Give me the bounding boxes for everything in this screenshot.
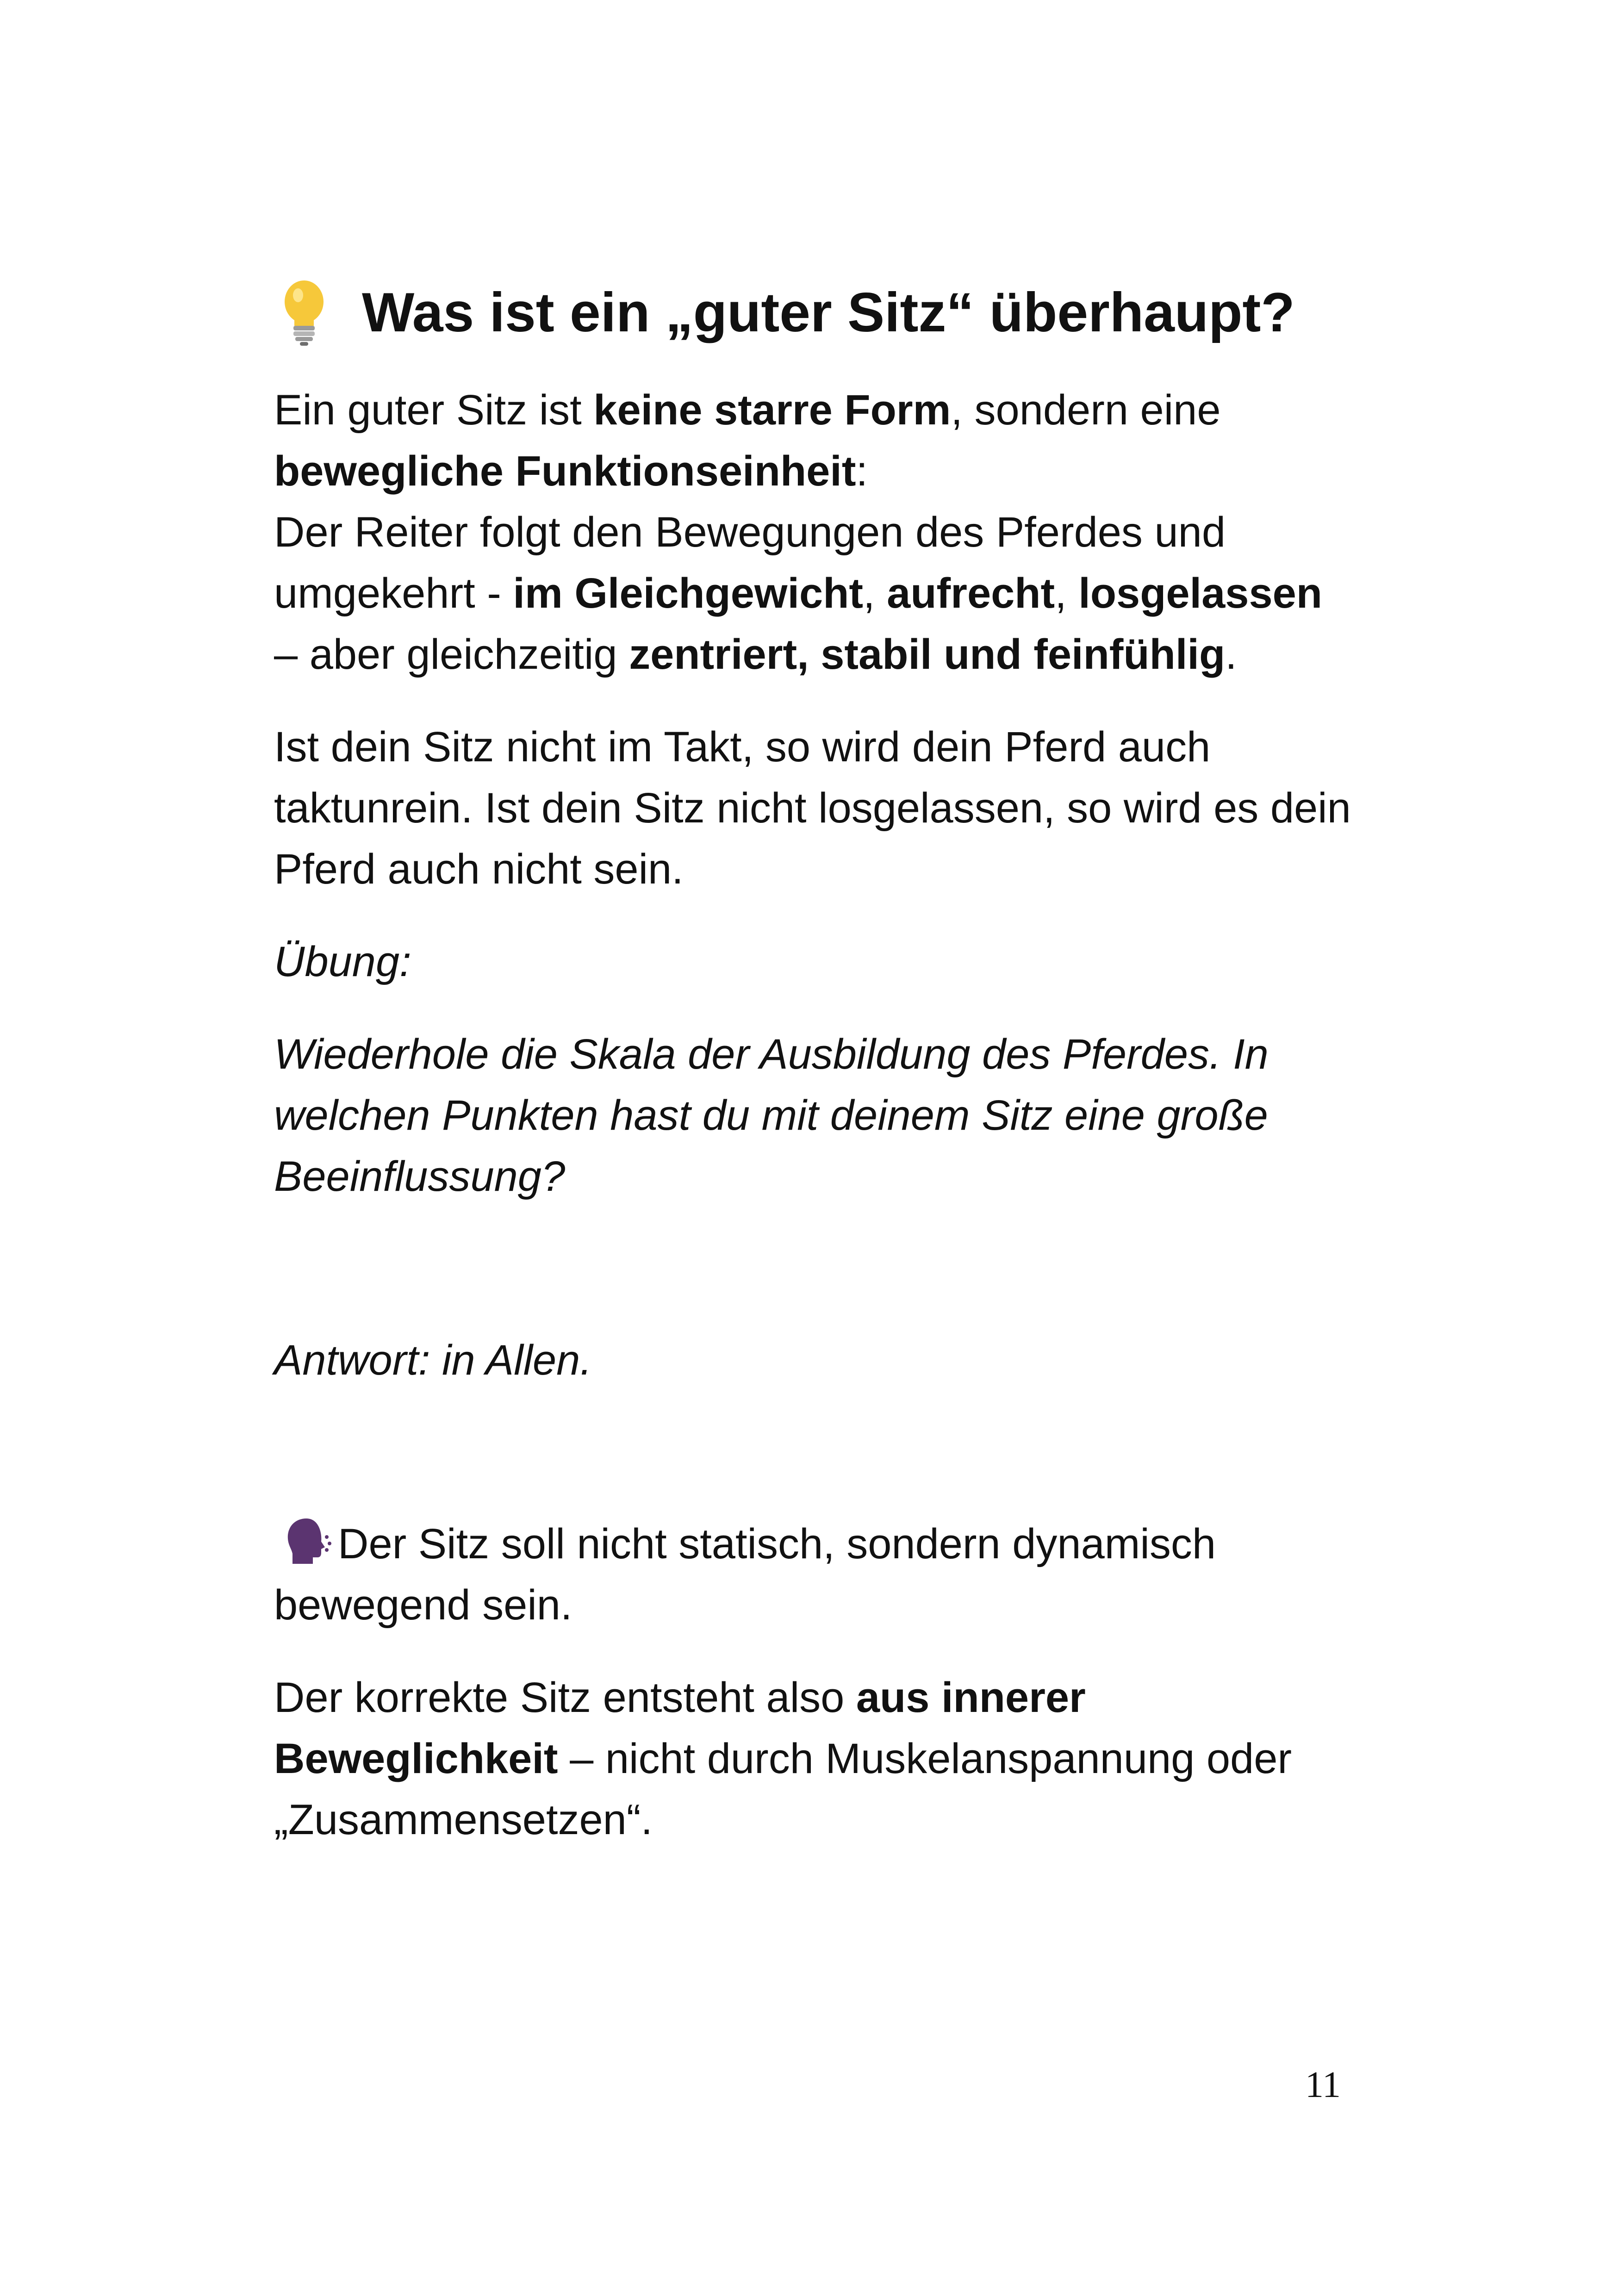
page-number: 11 bbox=[1305, 2065, 1341, 2105]
text-run: . bbox=[1225, 631, 1237, 678]
speaking-text: Der Sitz soll nicht statisch, sondern dynamisch bewegend sein. bbox=[274, 1520, 1216, 1629]
exercise-answer: Antwort: in Allen. bbox=[274, 1337, 592, 1384]
text-run: : bbox=[856, 448, 868, 495]
exercise-label: Übung: bbox=[274, 938, 411, 985]
text-run: , bbox=[1055, 570, 1079, 617]
page-content bbox=[274, 278, 1357, 1850]
bold-run: losgelassen bbox=[1078, 570, 1322, 617]
conclusion-paragraph bbox=[274, 1667, 1357, 1850]
text-run: , bbox=[863, 570, 887, 617]
light-bulb-icon bbox=[274, 278, 334, 347]
bold-run: aufrecht bbox=[887, 570, 1055, 617]
bold-run: bewegliche Funktionseinheit bbox=[274, 448, 856, 495]
bold-run: zentriert, stabil und feinfühlig bbox=[629, 631, 1226, 678]
rhythm-paragraph: Ist dein Sitz nicht im Takt, so wird dein Pferd auch taktunrein. Ist dein Sitz nicht losgelassen, so wird es dein Pferd auch nicht sein. bbox=[274, 723, 1351, 893]
text-run: – aber gleichzeitig bbox=[274, 631, 629, 678]
text-run: , sondern eine bbox=[951, 386, 1221, 434]
bold-run: im Gleichgewicht bbox=[513, 570, 864, 617]
page-title: Was ist ein „guter Sitz“ überhaupt? bbox=[362, 281, 1295, 343]
intro-paragraph bbox=[274, 380, 1357, 685]
text-run: Ein guter Sitz ist bbox=[274, 386, 594, 434]
bold-run: aus innerer Beweglichkeit bbox=[274, 1674, 1086, 1782]
exercise-question: Wiederhole die Skala der Ausbildung des Pferdes. In welchen Punkten hast du mit deinem Sitz eine große Beeinflussung? bbox=[274, 1031, 1269, 1200]
speaking-head-icon bbox=[282, 1516, 333, 1567]
text-run: Der Reiter folgt den Bewegungen des Pferdes und umgekehrt - bbox=[274, 509, 1226, 617]
text-run: Der korrekte Sitz entsteht also bbox=[274, 1674, 856, 1721]
speaking-paragraph bbox=[274, 1513, 1357, 1636]
section-heading bbox=[274, 278, 1357, 347]
bold-run: keine starre Form bbox=[593, 386, 951, 434]
text-run: – nicht durch Muskelanspannung oder „Zusammensetzen“. bbox=[274, 1735, 1292, 1843]
